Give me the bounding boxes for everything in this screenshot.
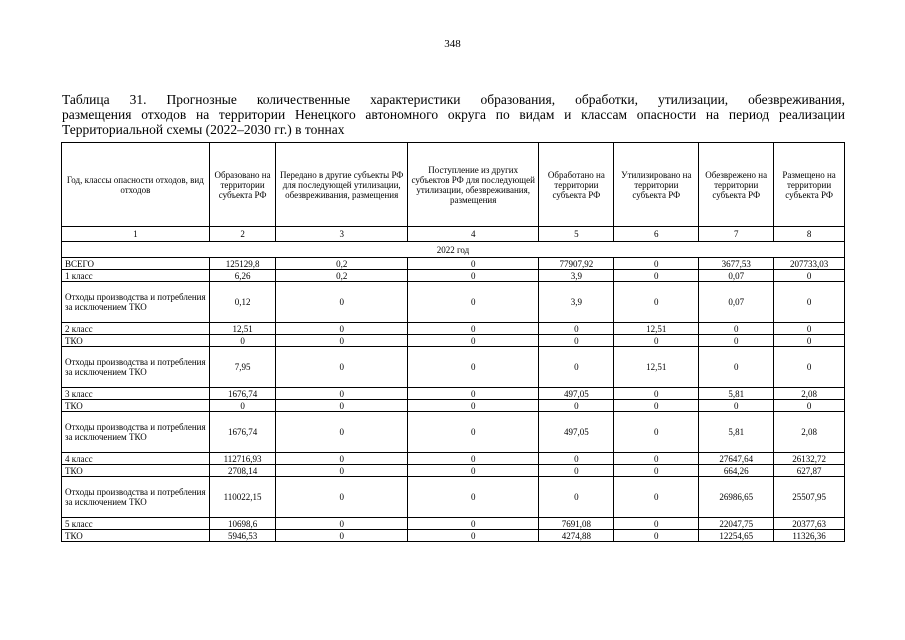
table-cell: 4274,88 [539, 530, 614, 542]
table-row [62, 412, 845, 453]
year-row [62, 242, 845, 258]
header-cell: Передано в другие субъекты РФ для последующей утилизации, обезвреживания, размещения [276, 143, 408, 227]
table-cell: 25507,95 [774, 477, 845, 518]
table-cell: 0 [407, 518, 539, 530]
table-cell: 0 [539, 465, 614, 477]
table-cell: 6,26 [209, 270, 276, 282]
row-label: ТКО [62, 335, 210, 347]
table-row [62, 270, 845, 282]
waste-forecast-table [61, 142, 845, 542]
header-row [62, 143, 845, 227]
table-cell: 2,08 [774, 388, 845, 400]
table-cell: 1676,74 [209, 388, 276, 400]
table-cell: 27647,64 [699, 453, 774, 465]
table-cell: 0 [614, 258, 699, 270]
table-row [62, 477, 845, 518]
table-cell: 0 [407, 477, 539, 518]
table-row [62, 258, 845, 270]
table-row [62, 388, 845, 400]
table-cell: 0,12 [209, 282, 276, 323]
table-cell: 0 [699, 323, 774, 335]
table-cell: 0 [276, 530, 408, 542]
table-cell: 0 [407, 400, 539, 412]
row-label: ВСЕГО [62, 258, 210, 270]
table-caption [62, 92, 845, 137]
row-label: ТКО [62, 465, 210, 477]
table-row [62, 518, 845, 530]
header-cell: Поступление из других субъектов РФ для последующей утилизации, обезвреживания, размещения [407, 143, 539, 227]
table-cell: 0,07 [699, 282, 774, 323]
table-cell: 26986,65 [699, 477, 774, 518]
table-cell: 0 [774, 323, 845, 335]
table-cell: 627,87 [774, 465, 845, 477]
table-cell: 0 [407, 258, 539, 270]
table-cell: 110022,15 [209, 477, 276, 518]
table-cell: 0 [276, 323, 408, 335]
column-number: 6 [614, 227, 699, 242]
row-label: ТКО [62, 530, 210, 542]
table-cell: 0 [539, 335, 614, 347]
table-row [62, 323, 845, 335]
table-cell: 0,2 [276, 270, 408, 282]
table-cell: 0 [539, 400, 614, 412]
table-cell: 0 [276, 388, 408, 400]
table-cell: 7691,08 [539, 518, 614, 530]
row-label: 3 класс [62, 388, 210, 400]
caption-line-2: размещения отходов на территории Ненецкого автономного округа по видам и классам опасности на период реализации [62, 107, 845, 122]
table-cell: 497,05 [539, 388, 614, 400]
table-cell: 112716,93 [209, 453, 276, 465]
table-cell: 0 [699, 347, 774, 388]
header-cell: Размещено на территории субъекта РФ [774, 143, 845, 227]
table-cell: 0 [614, 518, 699, 530]
table-cell: 12,51 [614, 323, 699, 335]
column-number: 4 [407, 227, 539, 242]
table-cell: 0 [614, 453, 699, 465]
table-cell: 0,07 [699, 270, 774, 282]
header-cell: Образовано на территории субъекта РФ [209, 143, 276, 227]
table-cell: 0 [614, 388, 699, 400]
row-label: 2 класс [62, 323, 210, 335]
table-row [62, 400, 845, 412]
table-cell: 0 [276, 465, 408, 477]
table-row [62, 465, 845, 477]
table-cell: 22047,75 [699, 518, 774, 530]
table-cell: 0 [614, 412, 699, 453]
table-cell: 0 [539, 453, 614, 465]
table-row [62, 453, 845, 465]
header-cell: Утилизировано на территории субъекта РФ [614, 143, 699, 227]
row-label: ТКО [62, 400, 210, 412]
table-cell: 0 [276, 335, 408, 347]
table-cell: 3677,53 [699, 258, 774, 270]
table-cell: 3,9 [539, 282, 614, 323]
table-cell: 2708,14 [209, 465, 276, 477]
table-cell: 0 [614, 400, 699, 412]
header-cell: Обезврежено на территории субъекта РФ [699, 143, 774, 227]
table-cell: 664,26 [699, 465, 774, 477]
table-cell: 0 [407, 530, 539, 542]
table-cell: 0 [407, 347, 539, 388]
table-cell: 0 [774, 270, 845, 282]
table-cell: 0 [407, 412, 539, 453]
table-cell: 77907,92 [539, 258, 614, 270]
table-cell: 3,9 [539, 270, 614, 282]
table-cell: 0 [407, 335, 539, 347]
table-cell: 0 [614, 335, 699, 347]
column-number-row [62, 227, 845, 242]
table-cell: 0 [407, 453, 539, 465]
table-cell: 0 [407, 465, 539, 477]
table-row [62, 530, 845, 542]
table-cell: 207733,03 [774, 258, 845, 270]
table-row [62, 347, 845, 388]
column-number: 1 [62, 227, 210, 242]
column-number: 3 [276, 227, 408, 242]
table-cell: 0 [407, 270, 539, 282]
table-cell: 5,81 [699, 388, 774, 400]
column-number: 8 [774, 227, 845, 242]
year-label: 2022 год [62, 242, 845, 258]
row-label: Отходы производства и потребления за исключением ТКО [62, 282, 210, 323]
row-label: 1 класс [62, 270, 210, 282]
row-label: Отходы производства и потребления за исключением ТКО [62, 347, 210, 388]
table-cell: 0 [614, 282, 699, 323]
row-label: 4 класс [62, 453, 210, 465]
table-cell: 0 [614, 530, 699, 542]
table-cell: 12,51 [614, 347, 699, 388]
table-cell: 12254,65 [699, 530, 774, 542]
table-cell: 0 [774, 400, 845, 412]
caption-line-1: Таблица 31. Прогнозные количественные характеристики образования, обработки, утилизации, обезвреживания, [62, 92, 845, 107]
table-cell: 497,05 [539, 412, 614, 453]
caption-line-3: Территориальной схемы (2022–2030 гг.) в тоннах [62, 122, 345, 137]
table-cell: 0 [276, 347, 408, 388]
table-cell: 0 [276, 400, 408, 412]
table-cell: 0 [276, 453, 408, 465]
table-cell: 0 [699, 400, 774, 412]
table-cell: 1676,74 [209, 412, 276, 453]
table-cell: 0 [276, 282, 408, 323]
table-cell: 0 [614, 477, 699, 518]
table-cell: 20377,63 [774, 518, 845, 530]
row-label: Отходы производства и потребления за исключением ТКО [62, 477, 210, 518]
table-cell: 0 [276, 518, 408, 530]
row-label: 5 класс [62, 518, 210, 530]
table-cell: 125129,8 [209, 258, 276, 270]
table-cell: 0 [614, 270, 699, 282]
table-cell: 7,95 [209, 347, 276, 388]
page-number: 348 [444, 38, 461, 50]
table-cell: 0 [407, 388, 539, 400]
column-number: 5 [539, 227, 614, 242]
table-cell: 0 [774, 282, 845, 323]
table-cell: 0 [774, 335, 845, 347]
table-cell: 0 [407, 282, 539, 323]
table-row [62, 282, 845, 323]
table-cell: 0 [276, 477, 408, 518]
table-cell: 0 [539, 347, 614, 388]
table-cell: 11326,36 [774, 530, 845, 542]
header-cell: Обработано на территории субъекта РФ [539, 143, 614, 227]
table-row [62, 335, 845, 347]
column-number: 2 [209, 227, 276, 242]
table-cell: 12,51 [209, 323, 276, 335]
table-cell: 0 [699, 335, 774, 347]
table-cell: 0 [614, 465, 699, 477]
table-cell: 5,81 [699, 412, 774, 453]
table-cell: 0,2 [276, 258, 408, 270]
header-cell: Год, классы опасности отходов, вид отходов [62, 143, 210, 227]
column-number: 7 [699, 227, 774, 242]
table-cell: 0 [209, 335, 276, 347]
table-cell: 0 [209, 400, 276, 412]
table-cell: 26132,72 [774, 453, 845, 465]
table-cell: 0 [407, 323, 539, 335]
table-cell: 0 [774, 347, 845, 388]
table-cell: 2,08 [774, 412, 845, 453]
table-cell: 0 [539, 323, 614, 335]
table-cell: 10698,6 [209, 518, 276, 530]
row-label: Отходы производства и потребления за исключением ТКО [62, 412, 210, 453]
table-cell: 0 [276, 412, 408, 453]
table-cell: 0 [539, 477, 614, 518]
table-cell: 5946,53 [209, 530, 276, 542]
